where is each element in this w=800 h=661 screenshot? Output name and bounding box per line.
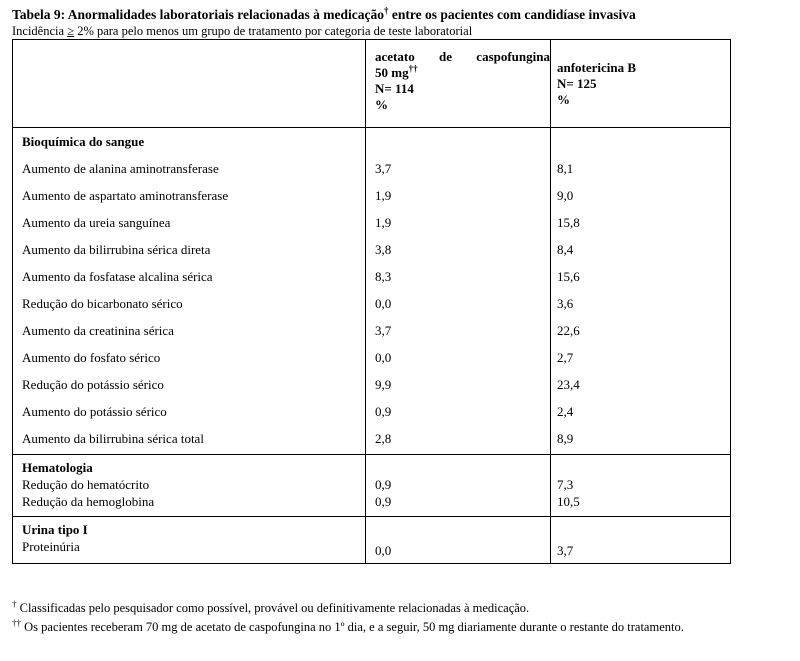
footnote-text: Classificadas pelo pesquisador como possível, provável ou definitivamente relacionadas à medicação. bbox=[16, 601, 530, 615]
table-subtitle bbox=[12, 24, 472, 39]
column-divider bbox=[550, 40, 551, 563]
row-value-caspofungin: 0,9 bbox=[375, 404, 392, 419]
row-label: Aumento de aspartato aminotransferase bbox=[22, 188, 229, 203]
row-value-amphotericin: 15,8 bbox=[557, 215, 580, 230]
section-title-hematology: Hematologia bbox=[22, 460, 93, 475]
row-label: Redução do potássio sérico bbox=[22, 377, 164, 392]
row-value-amphotericin: 8,1 bbox=[557, 161, 574, 176]
table-title-rest: entre os pacientes com candidíase invasiva bbox=[388, 7, 636, 22]
row-value-amphotericin: 2,4 bbox=[557, 404, 574, 419]
row-label: Redução do hematócrito bbox=[22, 477, 150, 492]
header-n: N= 114 bbox=[375, 81, 414, 96]
row-value-caspofungin: 3,8 bbox=[375, 242, 392, 257]
row-label: Aumento da bilirrubina sérica direta bbox=[22, 242, 211, 257]
row-value-caspofungin: 0,9 bbox=[375, 477, 392, 492]
row-value-amphotericin: 7,3 bbox=[557, 477, 574, 492]
row-value-amphotericin: 23,4 bbox=[557, 377, 580, 392]
subtitle-text: Incidência bbox=[12, 24, 68, 38]
header-text: de bbox=[439, 49, 452, 64]
row-label: Aumento da bilirrubina sérica total bbox=[22, 431, 204, 446]
row-value-amphotericin: 8,9 bbox=[557, 431, 574, 446]
row-value-amphotericin: 3,6 bbox=[557, 296, 574, 311]
section-separator bbox=[13, 454, 730, 455]
row-value-caspofungin: 0,0 bbox=[375, 296, 392, 311]
row-value-amphotericin: 15,6 bbox=[557, 269, 580, 284]
row-value-amphotericin: 9,0 bbox=[557, 188, 574, 203]
row-value-amphotericin: 8,4 bbox=[557, 242, 574, 257]
header-amphotericin bbox=[557, 60, 727, 108]
footnote-mark: † bbox=[12, 598, 17, 609]
section-separator bbox=[13, 516, 730, 517]
row-value-caspofungin: 1,9 bbox=[375, 215, 392, 230]
column-divider bbox=[365, 40, 366, 563]
row-label: Redução do bicarbonato sérico bbox=[22, 296, 183, 311]
row-value-caspofungin: 8,3 bbox=[375, 269, 392, 284]
header-caspofungin bbox=[375, 49, 550, 113]
row-label: Aumento do fosfato sérico bbox=[22, 350, 161, 365]
row-value-caspofungin: 9,9 bbox=[375, 377, 392, 392]
row-value-caspofungin: 1,9 bbox=[375, 188, 392, 203]
row-value-caspofungin: 0,9 bbox=[375, 494, 392, 509]
header-drug-name: anfotericina B bbox=[557, 60, 637, 75]
header-separator bbox=[13, 127, 730, 128]
double-dagger-mark: †† bbox=[408, 63, 418, 74]
table-title-text: Tabela 9: Anormalidades laboratoriais relacionadas à medicação bbox=[12, 7, 385, 22]
table-title bbox=[12, 7, 636, 23]
footnote-text: Os pacientes receberam 70 mg de acetato de caspofungina no 1º dia, e a seguir, 50 mg diariamente durante o restante do tratamento. bbox=[21, 620, 684, 634]
section-title-biochemistry: Bioquímica do sangue bbox=[22, 134, 145, 149]
row-value-caspofungin: 3,7 bbox=[375, 161, 392, 176]
row-value-caspofungin: 2,8 bbox=[375, 431, 392, 446]
row-value-amphotericin: 22,6 bbox=[557, 323, 580, 338]
row-label: Aumento da fosfatase alcalina sérica bbox=[22, 269, 213, 284]
footnote bbox=[12, 600, 792, 616]
subtitle-symbol: ≥ bbox=[67, 24, 75, 38]
row-label: Aumento da creatinina sérica bbox=[22, 323, 174, 338]
row-label: Redução da hemoglobina bbox=[22, 494, 155, 509]
row-value-amphotericin: 2,7 bbox=[557, 350, 574, 365]
row-value-caspofungin: 0,0 bbox=[375, 350, 392, 365]
header-text: caspofungina bbox=[476, 49, 550, 64]
footnote-mark: †† bbox=[12, 617, 21, 628]
lab-abnormalities-table bbox=[12, 39, 731, 564]
dagger-mark: † bbox=[384, 5, 389, 16]
header-n: N= 125 bbox=[557, 76, 597, 91]
footnote bbox=[12, 619, 792, 635]
row-value-caspofungin: 3,7 bbox=[375, 323, 392, 338]
row-value-amphotericin: 10,5 bbox=[557, 494, 580, 509]
header-unit: % bbox=[557, 92, 570, 107]
row-value-amphotericin: 3,7 bbox=[557, 543, 574, 558]
row-label: Proteinúria bbox=[22, 539, 80, 554]
header-dose: 50 mg bbox=[375, 65, 409, 80]
row-label: Aumento do potássio sérico bbox=[22, 404, 167, 419]
header-text: acetato bbox=[375, 49, 415, 64]
row-value-caspofungin: 0,0 bbox=[375, 543, 392, 558]
subtitle-text-rest: 2% para pelo menos um grupo de tratamento por categoria de teste laboratorial bbox=[74, 24, 473, 38]
row-label: Aumento de alanina aminotransferase bbox=[22, 161, 219, 176]
header-unit: % bbox=[375, 97, 388, 112]
row-label: Aumento da ureia sanguínea bbox=[22, 215, 171, 230]
section-title-urinalysis: Urina tipo I bbox=[22, 522, 88, 537]
